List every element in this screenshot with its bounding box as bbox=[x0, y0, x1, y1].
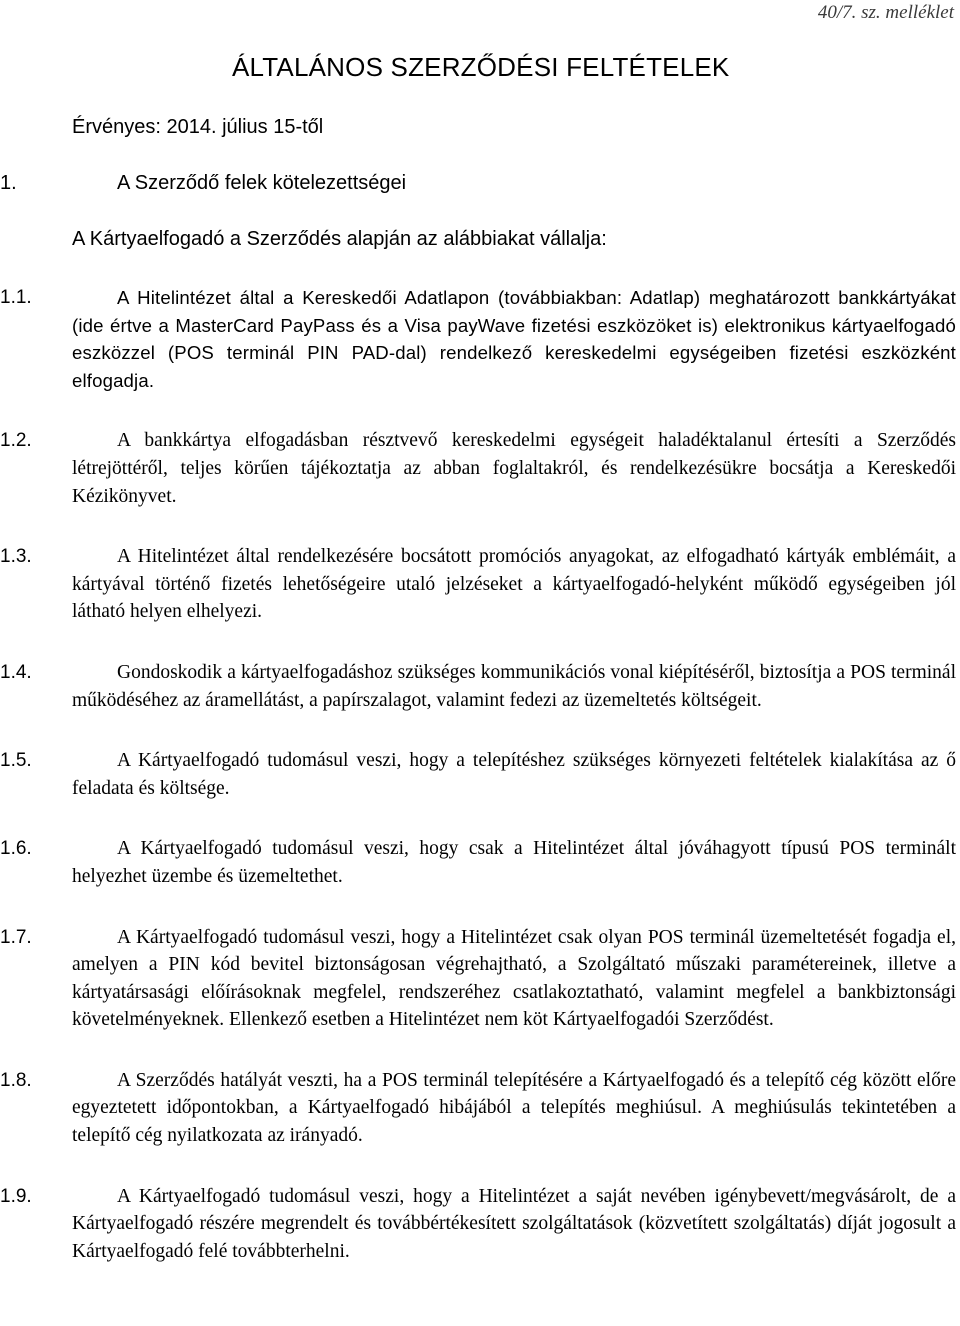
clause-text: A Hitelintézet által a Kereskedői Adatlapon (továbbiakban: Adatlap) meghatározott bankkártyákat (ide értve a MasterCard PayPass és a Visa payWave fizetési eszközöket is) elektronikus kártyaelfogadó eszközzel (POS terminál PIN PAD-dal) rendelkező kereskedelmi egységeiben fizetési eszközként elfogadja. bbox=[72, 287, 956, 391]
clause-text: A Kártyaelfogadó tudomásul veszi, hogy a Hitelintézet csak olyan POS terminál üzemeltetését fogadja el, amelyen a PIN kód bevitel biztonságosan végrehajtható, a Szolgáltató műszaki paramétereinek, illetve a kártyatársasági előírásoknak megfelel, rendszeréhez csatlakoztatható, valamint megfelel a bankbiztonsági követelményeknek. Ellenkező esetben a Hitelintézet nem köt Kártyaelfogadói Szerződést. bbox=[72, 926, 956, 1031]
clause-text: A Kártyaelfogadó tudomásul veszi, hogy csak a Hitelintézet által jóváhagyott típusú POS terminált helyezhet üzembe és üzemeltethet. bbox=[72, 838, 956, 887]
clause-item bbox=[0, 1183, 960, 1266]
clause-item bbox=[0, 835, 960, 890]
clause-text: A Hitelintézet által rendelkezésére bocsátott promóciós anyagokat, az elfogadható kártyák emblémáit, a kártyával történő fizetés lehetőségeire utaló jelzéseket a kártyaelfogadó-helyként működő egységeiben jól látható helyen elhelyezi. bbox=[72, 546, 956, 623]
clause-item bbox=[0, 659, 960, 714]
intro-sentence: A Kártyaelfogadó a Szerződés alapján az alábbiakat vállalja: bbox=[72, 228, 607, 250]
clause-number: 1.7. bbox=[0, 926, 32, 948]
section-title: A Szerződő felek kötelezettségei bbox=[117, 172, 407, 194]
clause-number: 1.2. bbox=[0, 430, 32, 452]
clause-text: A bankkártya elfogadásban résztvevő kereskedelmi egységeit haladéktalanul értesíti a Szerződés létrejöttéről, teljes körűen tájékoztatja az abban foglaltakról, és rendelkezésükre bocsátja a Kereskedői Kézikönyvet. bbox=[72, 430, 956, 507]
clause-text: A Szerződés hatályát veszti, ha a POS terminál telepítésére a Kártyaelfogadó és a telepítő cég között előre egyeztetett időpontokban, a Kártyaelfogadó hibájából a telepítés meghiúsul. A meghiúsulás tekintetében a telepítő cég nyilatkozata az irányadó. bbox=[72, 1069, 956, 1147]
clause-number: 1.5. bbox=[0, 750, 32, 772]
clause-number: 1.9. bbox=[0, 1185, 32, 1207]
clause-item bbox=[0, 284, 960, 394]
clause-number: 1.8. bbox=[0, 1069, 32, 1091]
clause-number: 1.3. bbox=[0, 546, 32, 568]
clause-number: 1.6. bbox=[0, 838, 32, 860]
clause-number: 1.4. bbox=[0, 661, 32, 683]
clause-item bbox=[0, 924, 960, 1034]
clause-item bbox=[0, 1067, 960, 1150]
effective-date: Érvényes: 2014. július 15-től bbox=[72, 116, 324, 138]
clause-number: 1.1. bbox=[0, 287, 32, 308]
clause-item bbox=[0, 543, 960, 626]
document-title: ÁLTALÁNOS SZERZŐDÉSI FELTÉTELEK bbox=[232, 52, 730, 82]
clause-text: A Kártyaelfogadó tudomásul veszi, hogy a Hitelintézet a saját nevében igénybevett/megvásárolt, de a Kártyaelfogadó részére megrendelt és továbbértékesített szolgáltatások (közvetített szolgáltatás) díját jogosult a Kártyaelfogadó felé továbbterhelni. bbox=[72, 1185, 956, 1262]
annex-label: 40/7. sz. melléklet bbox=[817, 2, 954, 23]
section-number: 1. bbox=[0, 172, 17, 194]
clause-item bbox=[0, 747, 960, 802]
clause-list bbox=[0, 284, 960, 1298]
clause-item bbox=[0, 427, 960, 510]
clause-text: A Kártyaelfogadó tudomásul veszi, hogy a telepítéshez szükséges környezeti feltételek kialakítása az ő feladata és költsége. bbox=[72, 750, 956, 799]
clause-text: Gondoskodik a kártyaelfogadáshoz szükséges kommunikációs vonal kiépítéséről, biztosítja a POS terminál működéséhez az áramellátást, a papírszalagot, valamint fedezi az üzemeltetés költségeit. bbox=[72, 661, 956, 711]
